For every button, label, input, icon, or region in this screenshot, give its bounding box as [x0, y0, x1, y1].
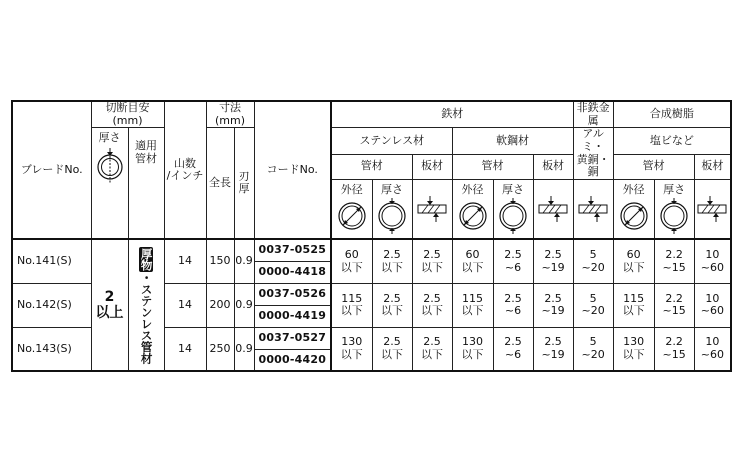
value-cell: 60 以下: [452, 239, 493, 283]
code-no: 0000-4419: [254, 305, 331, 327]
header-nonferrous: 非鉄金属: [573, 101, 613, 128]
value-cell: 2.5 以下: [412, 327, 452, 371]
code-no: 0037-0525: [254, 239, 331, 261]
value-cell: 2.5 以下: [372, 283, 412, 327]
code-no: 0037-0526: [254, 283, 331, 305]
icon-cell-synthetic-plate: [694, 179, 731, 239]
value-cell: 5 ~20: [573, 239, 613, 283]
header-cutting-guide: 切断目安(mm): [91, 101, 164, 128]
pipe-outer-diameter-icon: [456, 198, 490, 234]
value-cell: 130 以下: [613, 327, 654, 371]
header-synthetic-plate: 板材: [694, 154, 731, 179]
value-cell: 2.2 ~15: [654, 239, 694, 283]
value-cell: 2.5 ~19: [533, 239, 573, 283]
value-cell: 5 ~20: [573, 283, 613, 327]
value-cell: 5 ~20: [573, 327, 613, 371]
length: 150: [206, 239, 234, 283]
header-nonferrous-sub: アルミ・ 黄銅・銅: [573, 128, 613, 180]
applicable-material: [128, 239, 164, 371]
value-cell: 2.5 ~19: [533, 283, 573, 327]
value-cell: 2.5 以下: [372, 239, 412, 283]
header-stainless-plate: 板材: [412, 154, 452, 179]
value-cell: 115 以下: [613, 283, 654, 327]
header-thickness-cell: [91, 128, 128, 240]
icon-cell-nonferrous-plate: [573, 179, 613, 239]
length: 200: [206, 283, 234, 327]
icon-cell-stainless-thickness: [372, 179, 412, 239]
blade-thickness: 0.9: [234, 239, 254, 283]
value-cell: 115 以下: [331, 283, 372, 327]
value-cell: 60 以下: [331, 239, 372, 283]
blade-thickness: 0.9: [234, 283, 254, 327]
plate-thickness-icon: [696, 196, 728, 222]
header-code-no: コードNo.: [254, 101, 331, 239]
value-cell: 2.2 ~15: [654, 283, 694, 327]
plate-thickness-icon: [577, 196, 609, 222]
label-outer-diameter: 外径: [340, 182, 363, 196]
code-no: 0037-0527: [254, 327, 331, 349]
value-cell: 10 ~60: [694, 239, 731, 283]
icon-cell-stainless-plate: [412, 179, 452, 239]
blade-no: No.142(S): [12, 283, 91, 327]
length: 250: [206, 327, 234, 371]
header-mild-plate: 板材: [533, 154, 573, 179]
tpi: 14: [164, 327, 206, 371]
header-thickness: 厚さ: [98, 131, 121, 145]
icon-cell-synthetic-outer: [613, 179, 654, 239]
value-cell: 2.5 ~6: [493, 283, 533, 327]
value-cell: 130 以下: [331, 327, 372, 371]
value-cell: 2.5 以下: [372, 327, 412, 371]
header-length: 全長: [206, 128, 234, 240]
label-outer-diameter: 外径: [461, 182, 484, 196]
pipe-wall-thickness-icon: [375, 198, 409, 234]
blade-spec-table: [11, 100, 732, 372]
icon-cell-mild-plate: [533, 179, 573, 239]
pipe-wall-thickness-icon: [657, 198, 691, 234]
header-tpi: 山数 /インチ: [164, 101, 206, 239]
code-no: 0000-4420: [254, 349, 331, 371]
pipe-thickness-icon: [95, 147, 125, 185]
label-thickness: 厚さ: [502, 182, 525, 196]
applicable-material-rest: ・ステンレス管材: [139, 271, 154, 364]
header-iron: 鉄材: [331, 101, 573, 128]
value-cell: 10 ~60: [694, 327, 731, 371]
value-cell: 115 以下: [452, 283, 493, 327]
label-outer-diameter: 外径: [622, 182, 645, 196]
plate-thickness-icon: [416, 196, 448, 222]
value-cell: 2.5 以下: [412, 283, 452, 327]
header-synthetic-sub: 塩ビなど: [613, 128, 731, 154]
header-synthetic-pipe: 管材: [613, 154, 694, 179]
value-cell: 2.5 ~6: [493, 327, 533, 371]
value-cell: 2.5 ~19: [533, 327, 573, 371]
label-thickness: 厚さ: [381, 182, 404, 196]
header-stainless: ステンレス材: [331, 128, 452, 154]
value-cell: 60 以下: [613, 239, 654, 283]
header-dimensions: 寸法(mm): [206, 101, 254, 128]
blade-thickness: 0.9: [234, 327, 254, 371]
tpi: 14: [164, 283, 206, 327]
table-row: [12, 239, 731, 261]
header-mild-steel: 軟鋼材: [452, 128, 573, 154]
blade-no: No.143(S): [12, 327, 91, 371]
icon-cell-stainless-outer: [331, 179, 372, 239]
icon-cell-mild-outer: [452, 179, 493, 239]
value-cell: 10 ~60: [694, 283, 731, 327]
applicable-material-boxed: 厚物: [139, 247, 154, 271]
value-cell: 2.5 ~6: [493, 239, 533, 283]
pipe-wall-thickness-icon: [496, 198, 530, 234]
blade-no: No.141(S): [12, 239, 91, 283]
pipe-outer-diameter-icon: [335, 198, 369, 234]
header-blade-thickness: 刃厚: [234, 128, 254, 240]
label-thickness: 厚さ: [663, 182, 686, 196]
icon-cell-synthetic-thickness: [654, 179, 694, 239]
code-no: 0000-4418: [254, 261, 331, 283]
header-mild-pipe: 管材: [452, 154, 533, 179]
value-cell: 2.2 ~15: [654, 327, 694, 371]
value-cell: 130 以下: [452, 327, 493, 371]
icon-cell-mild-thickness: [493, 179, 533, 239]
tpi: 14: [164, 239, 206, 283]
plate-thickness-icon: [537, 196, 569, 222]
header-blade-no: ブレードNo.: [12, 101, 91, 239]
pipe-outer-diameter-icon: [617, 198, 651, 234]
value-cell: 2.5 以下: [412, 239, 452, 283]
header-synthetic: 合成樹脂: [613, 101, 731, 128]
header-stainless-pipe: 管材: [331, 154, 412, 179]
cutting-thickness: 2 以上: [91, 239, 128, 371]
header-applicable-pipe: 適用 管材: [128, 128, 164, 240]
